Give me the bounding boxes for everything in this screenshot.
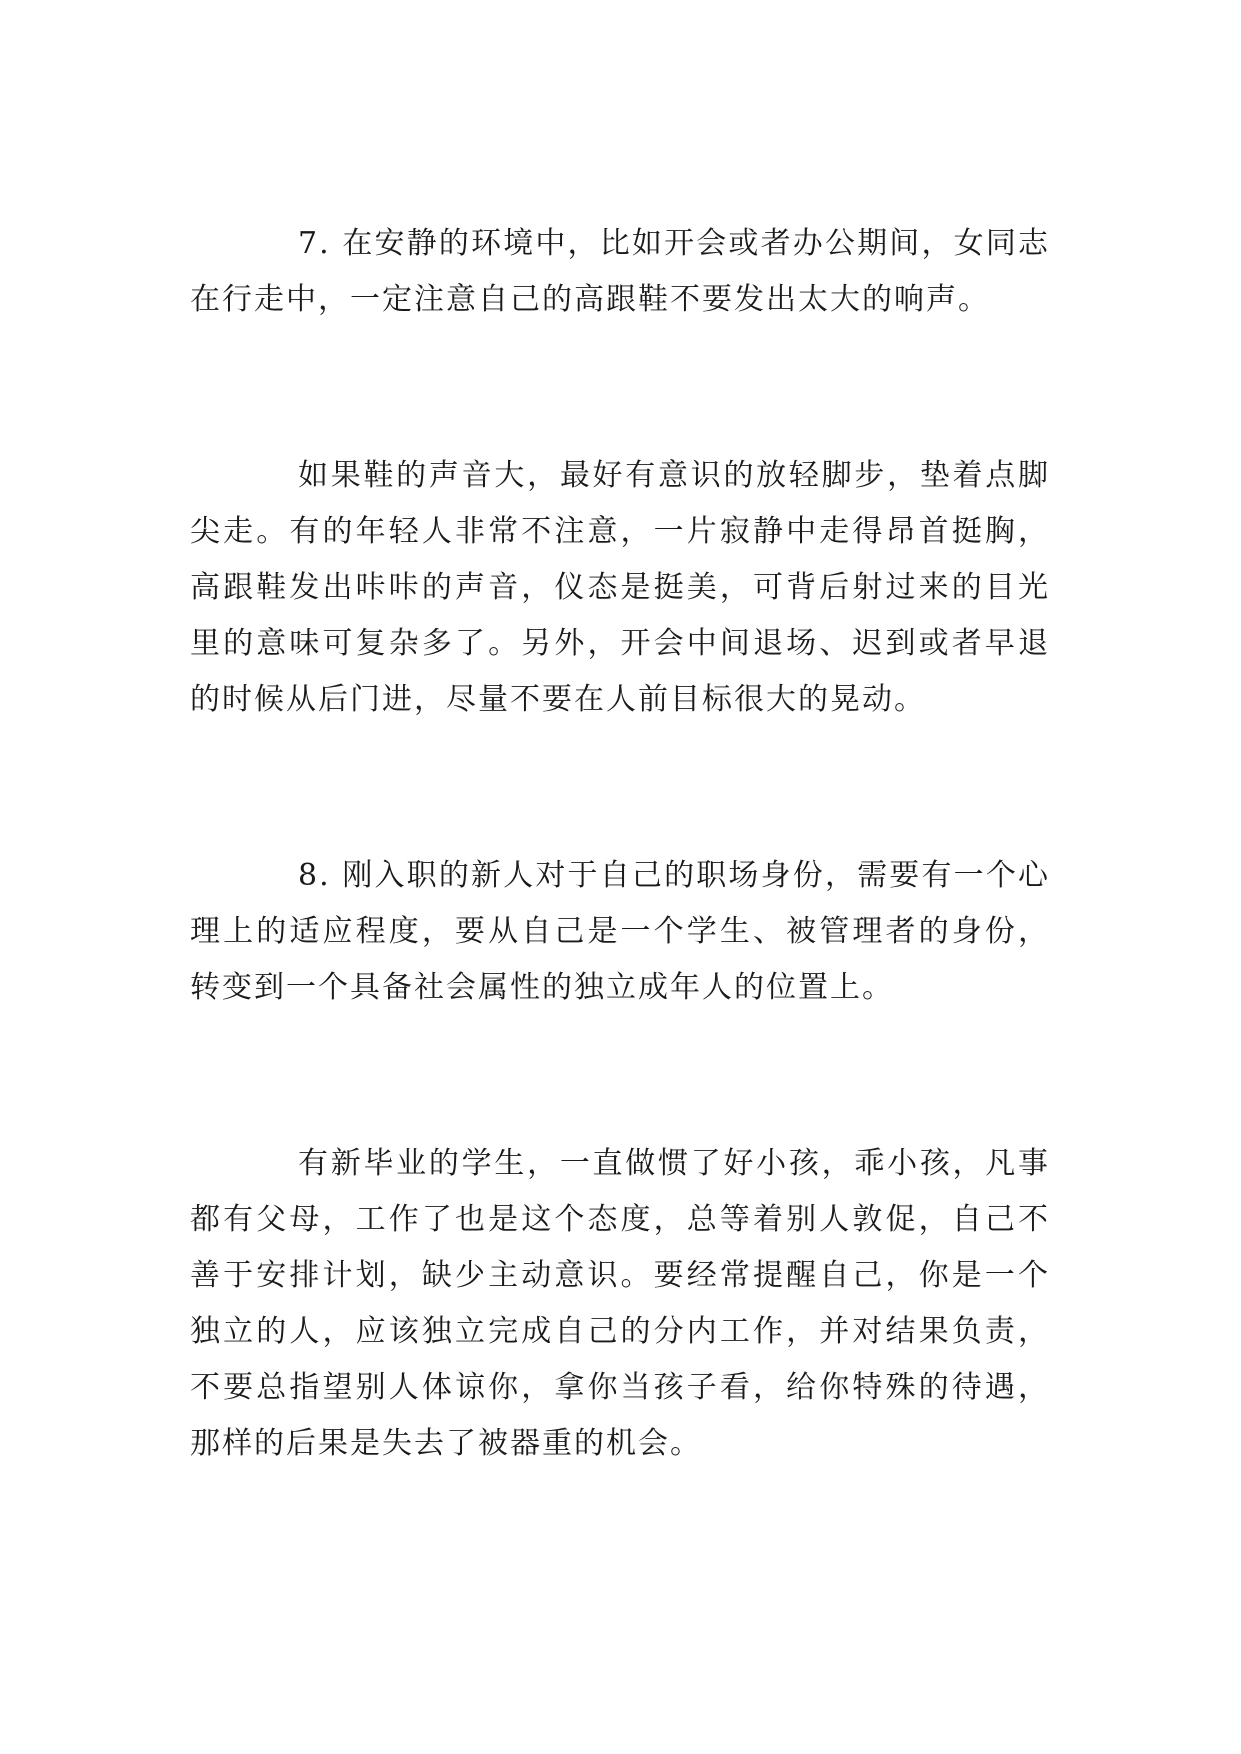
paragraph-7-quiet-walking: 7. 在安静的环境中，比如开会或者办公期间，女同志在行走中，一定注意自己的高跟鞋不要发出太大的响声。 xyxy=(190,226,1050,317)
paragraph-soften-footsteps: 如果鞋的声音大，最好有意识的放轻脚步，垫着点脚尖走。有的年轻人非常不注意，一片寂静中走得昂首挺胸，高跟鞋发出咔咔的声音，仪态是挺美，可背后射过来的目光里的意味可复杂多了。另外，开会中间退场、迟到或者早退的时候从后门进，尽量不要在人前目标很大的晃动。 xyxy=(190,458,1050,717)
paragraph-independence: 有新毕业的学生，一直做惯了好小孩，乖小孩，凡事都有父母，工作了也是这个态度，总等着别人敦促，自己不善于安排计划，缺少主动意识。要经常提醒自己，你是一个独立的人，应该独立完成自己的分内工作，并对结果负责，不要总指望别人体谅你，拿你当孩子看，给你特殊的待遇，那样的后果是失去了被器重的机会。 xyxy=(190,1146,1050,1461)
paragraph-8-workplace-identity: 8. 刚入职的新人对于自己的职场身份，需要有一个心理上的适应程度，要从自己是一个学生、被管理者的身份，转变到一个具备社会属性的独立成年人的位置上。 xyxy=(190,858,1050,1005)
